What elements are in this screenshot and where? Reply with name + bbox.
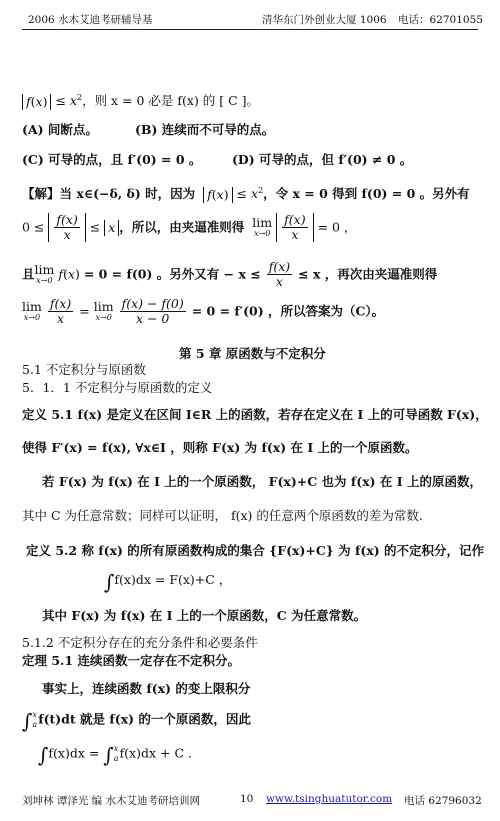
paragraph-line-1: 若 F(x) 为 f(x) 在 I 上的一个原函数， F(x)+C 也为 f(x) 在 I 上的原函数，: [42, 474, 482, 489]
definition-5-2-line-3: 其中 F(x) 为 f(x) 在 I 上的一个原函数，C 为任意常数。: [42, 608, 367, 623]
problem-condition: $f(x) \le x^2$，则 x = 0 必是 f(x) 的 [ C ]。: [22, 90, 259, 110]
header-middle: 清华东门外创业大厦 1006: [262, 14, 387, 26]
final-formula: ∫f(x)dx = ∫ x a f(x)dx + C .: [38, 743, 192, 767]
solution-line-1: 【解】当 x∈(−δ, δ) 时，因为 $f(x) \le x^2$，令 x = 0 得到 f(0) = 0 。另外有: [22, 186, 470, 202]
section-5-1-1: 5．1．1 不定积分与原函数的定义: [22, 380, 213, 395]
definition-5-1-line-1: 定义 5.1 f(x) 是定义在区间 I∈R 上的函数，若存在定义在 I 上的可导函数 F(x)，: [22, 407, 488, 422]
paragraph-line-2: 其中 C 为任意常数；同样可以证明， f(x) 的任意两个原函数的差为常数.: [22, 508, 423, 523]
choice-d: (D) 可导的点，但 f′(0) ≠ 0 。: [232, 152, 413, 167]
final-formula-left: f(x)dx =: [48, 745, 100, 761]
footer-right: 电话 62796032: [404, 795, 482, 807]
final-formula-right: f(x)dx + C .: [119, 745, 192, 761]
definition-5-2-formula-text: f(x)dx = F(x)+C ，: [114, 572, 232, 587]
choice-b: (B) 连续而不可导的点。: [135, 122, 275, 137]
solution-line-1b: ，令 x = 0 得到 f(0) = 0 。另外有: [263, 186, 470, 202]
solution-line-2-mid: ，所以，由夹逼准则得: [119, 219, 245, 235]
header-rule: [22, 29, 478, 30]
solution-line-1a: 当 x∈(−δ, δ) 时，因为: [59, 186, 196, 202]
definition-5-2-line-1: 定义 5.2 称 f(x) 的所有原函数构成的集合 {F(x)+C} 为 f(x) 的不定积分，记作: [26, 543, 485, 558]
choice-a: (A) 间断点。: [22, 122, 98, 137]
footer-url-link[interactable]: www.tsinghuatutor.com: [266, 793, 393, 805]
variable-upper-limit-text: f(t)dt 就是 f(x) 的一个原函数，因此: [38, 711, 251, 727]
theorem-5-1: 定理 5.1 连续函数一定存在不定积分。: [22, 653, 240, 668]
footer-page-number: 10: [240, 793, 254, 805]
definition-5-2-formula: [104, 569, 232, 594]
abs-fx: f(x): [22, 94, 51, 110]
solution-line-2: 0 ≤ $\frac{f(x)}{x}$ ≤ x ，所以，由夹逼准则得 lim x→0 $\frac{f(x)}{x}$ = 0 ，: [22, 212, 357, 242]
solution-line-4: lim x→0 $\frac{f(x)}{x}$ = lim x→0 $\frac{f(x) - f(0)}{x - 0}$ = 0 = f′(0) ，所以答案为（C）。: [22, 296, 385, 326]
choice-c: (C) 可导的点，且 f′(0) = 0 。: [22, 152, 202, 167]
definition-5-1-line-2: 使得 F′(x) = f(x), ∀x∈I ，则称 F(x) 为 f(x) 在 I 上的一个原函数。: [22, 440, 418, 455]
chapter-title: 第 5 章 原函数与不定积分: [179, 346, 326, 361]
footer-left: 刘坤林 谭泽光 编 水木艾迪考研培训网: [22, 795, 201, 807]
header-right: 电话：62701055: [398, 14, 483, 26]
variable-upper-limit-integral: ∫ x a f(t)dt 就是 f(x) 的一个原函数，因此: [22, 709, 251, 733]
solution-label: 【解】: [22, 186, 60, 202]
fact-line: 事实上，连续函数 f(x) 的变上限积分: [42, 681, 251, 696]
solution-line-3: 且 lim x→0 f(x) = 0 = f(0) 。另外又有 − x ≤ $\frac{f(x)}{x}$ ≤ x ，再次由夹逼准则得: [22, 259, 438, 289]
section-5-1-2: 5.1.2 不定积分存在的充分条件和必要条件: [22, 635, 258, 650]
header-left: 2006 水木艾迪考研辅导基: [28, 14, 153, 26]
solution-line-4-end: = 0 = f′(0) ，所以答案为（C）。: [191, 303, 385, 319]
solution-line-2-end: = 0 ，: [317, 219, 357, 235]
section-5-1: 5.1 不定积分与原函数: [22, 362, 146, 377]
integral-sign: ∫: [104, 569, 115, 594]
solution-line-3a: = 0 = f(0) 。另外又有 − x ≤: [83, 266, 261, 282]
solution-line-3b: ≤ x ，再次由夹逼准则得: [298, 266, 438, 282]
limit-operator: lim x→0: [252, 214, 273, 238]
problem-condition-tail: ，则 x = 0 必是 f(x) 的 [ C ]。: [82, 93, 260, 109]
fraction-fx-over-x: $\frac{f(x)}{x}$: [56, 212, 78, 242]
